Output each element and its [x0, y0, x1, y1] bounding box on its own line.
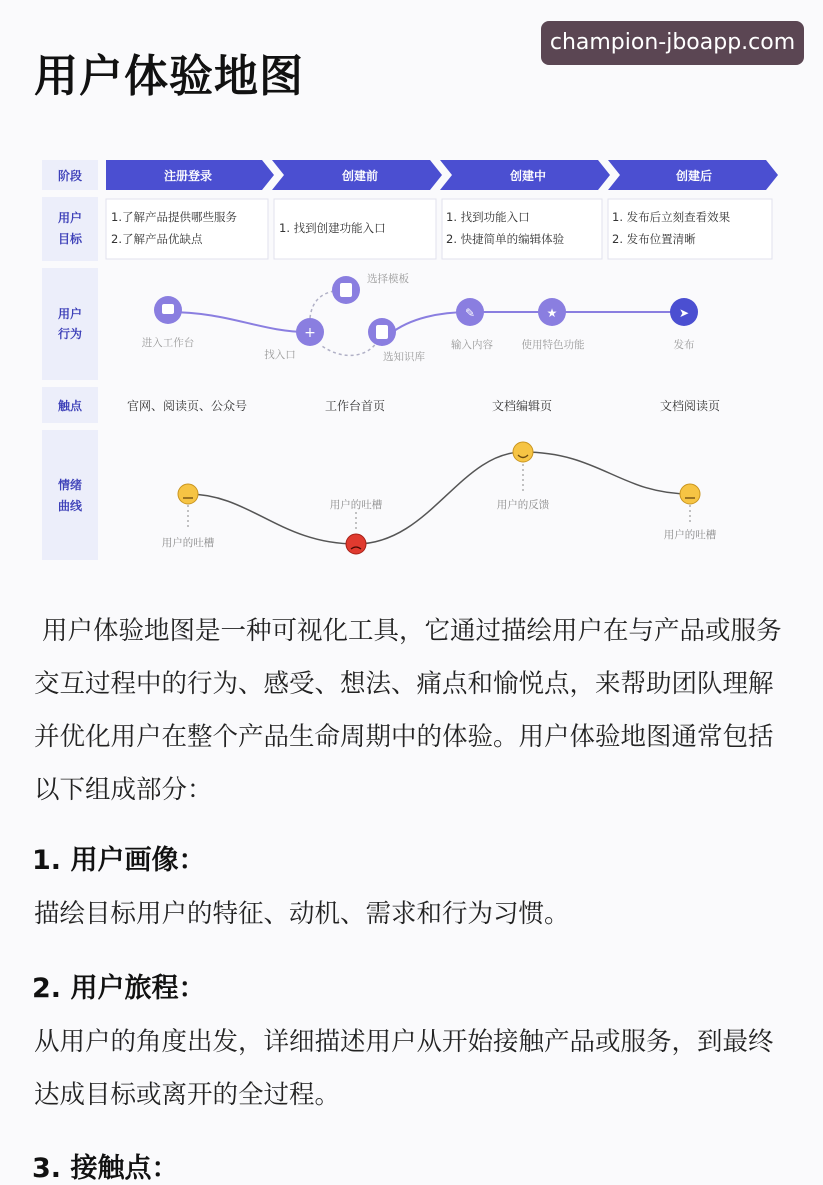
goal-text-1a: 1.了解产品提供哪些服务 [111, 210, 237, 224]
row-label-goal-2: 目标 [57, 232, 83, 246]
emotion-label-3: 用户的反馈 [496, 499, 550, 511]
touchpoint-4: 文档阅读页 [659, 399, 721, 413]
send-icon: ➤ [678, 306, 690, 320]
behavior-label-feature: 使用特色功能 [521, 339, 585, 351]
touchpoint-2: 工作台首页 [324, 399, 386, 413]
row-label-stage: 阶段 [57, 169, 83, 183]
emotion-label-cell [42, 430, 98, 560]
angry-face-icon [346, 534, 366, 554]
plus-icon: + [304, 325, 316, 341]
happy-face-icon [513, 442, 533, 462]
section-heading-1: 1. 用户画像： [32, 845, 206, 876]
behavior-loop-down [322, 340, 378, 355]
row-label-behavior-1: 用户 [57, 307, 83, 321]
goal-text-2a: 1. 找到创建功能入口 [279, 221, 386, 235]
goal-text-4a: 1. 发布后立刻查看效果 [612, 210, 731, 224]
goal-text-1b: 2.了解产品优缺点 [111, 232, 203, 246]
goal-text-4b: 2. 发布位置清晰 [612, 232, 696, 246]
stage-label-2: 创建前 [341, 169, 379, 183]
touchpoint-3: 文档编辑页 [491, 399, 553, 413]
stage-label-3: 创建中 [509, 169, 547, 183]
pen-icon: ✎ [464, 306, 476, 320]
behavior-label-cell [42, 268, 98, 380]
emotion-curve [188, 452, 690, 544]
section-heading-3: 3. 接触点： [32, 1153, 179, 1184]
page-title: 用户体验地图 [34, 51, 304, 102]
stage-label-4: 创建后 [675, 169, 713, 183]
intro-paragraph: 用户体验地图是一种可视化工具，它通过描绘用户在与产品或服务交互过程中的行为、感受、想法、痛点和愉悦点，来帮助团队理解并优化用户在整个产品生命周期中的体验。用户体验地图通常包括以下组成部分： [34, 616, 782, 805]
behavior-flow-line [168, 312, 308, 332]
goal-label-cell [42, 197, 98, 261]
section-text-2: 从用户的角度出发，详细描述用户从开始接触产品或服务，到最终达成目标或离开的全过程。 [34, 1027, 774, 1110]
behavior-label-input: 输入内容 [451, 339, 493, 351]
behavior-label-publish: 发布 [673, 339, 695, 351]
emotion-label-2: 用户的吐槽 [329, 499, 383, 511]
row-label-behavior-2: 行为 [57, 327, 83, 341]
emotion-label-1: 用户的吐槽 [161, 537, 215, 549]
behavior-flow-line-2 [390, 312, 684, 334]
row-label-emotion-1: 情绪 [57, 478, 83, 492]
row-label-emotion-2: 曲线 [57, 499, 83, 513]
star-icon: ★ [546, 306, 558, 320]
emotion-label-4: 用户的吐槽 [663, 529, 717, 541]
neutral-face-icon-2 [680, 484, 700, 504]
stage-label-1: 注册登录 [163, 169, 213, 183]
goal-box-1 [106, 199, 268, 259]
row-label-goal-1: 用户 [57, 211, 83, 225]
goal-text-3b: 2. 快捷简单的编辑体验 [446, 232, 565, 246]
section-text-1: 描绘目标用户的特征、动机、需求和行为习惯。 [34, 899, 570, 929]
row-label-touchpoint: 触点 [57, 399, 83, 413]
behavior-label-recognize: 选知识库 [383, 351, 425, 363]
book-icon [376, 325, 388, 339]
touchpoint-1: 官网、阅读页、公众号 [126, 399, 248, 413]
behavior-label-find: 找入口 [264, 349, 296, 361]
neutral-face-icon [178, 484, 198, 504]
goal-box-3 [442, 199, 602, 259]
watermark-badge: champion-jboapp.com [541, 21, 804, 65]
goal-box-4 [608, 199, 772, 259]
chat-icon [162, 304, 174, 314]
section-heading-2: 2. 用户旅程： [32, 973, 206, 1004]
behavior-label-template: 选择模板 [367, 273, 409, 285]
doc-icon [340, 283, 352, 297]
behavior-label-enter: 进入工作台 [141, 337, 195, 349]
goal-text-3a: 1. 找到功能入口 [446, 210, 530, 224]
